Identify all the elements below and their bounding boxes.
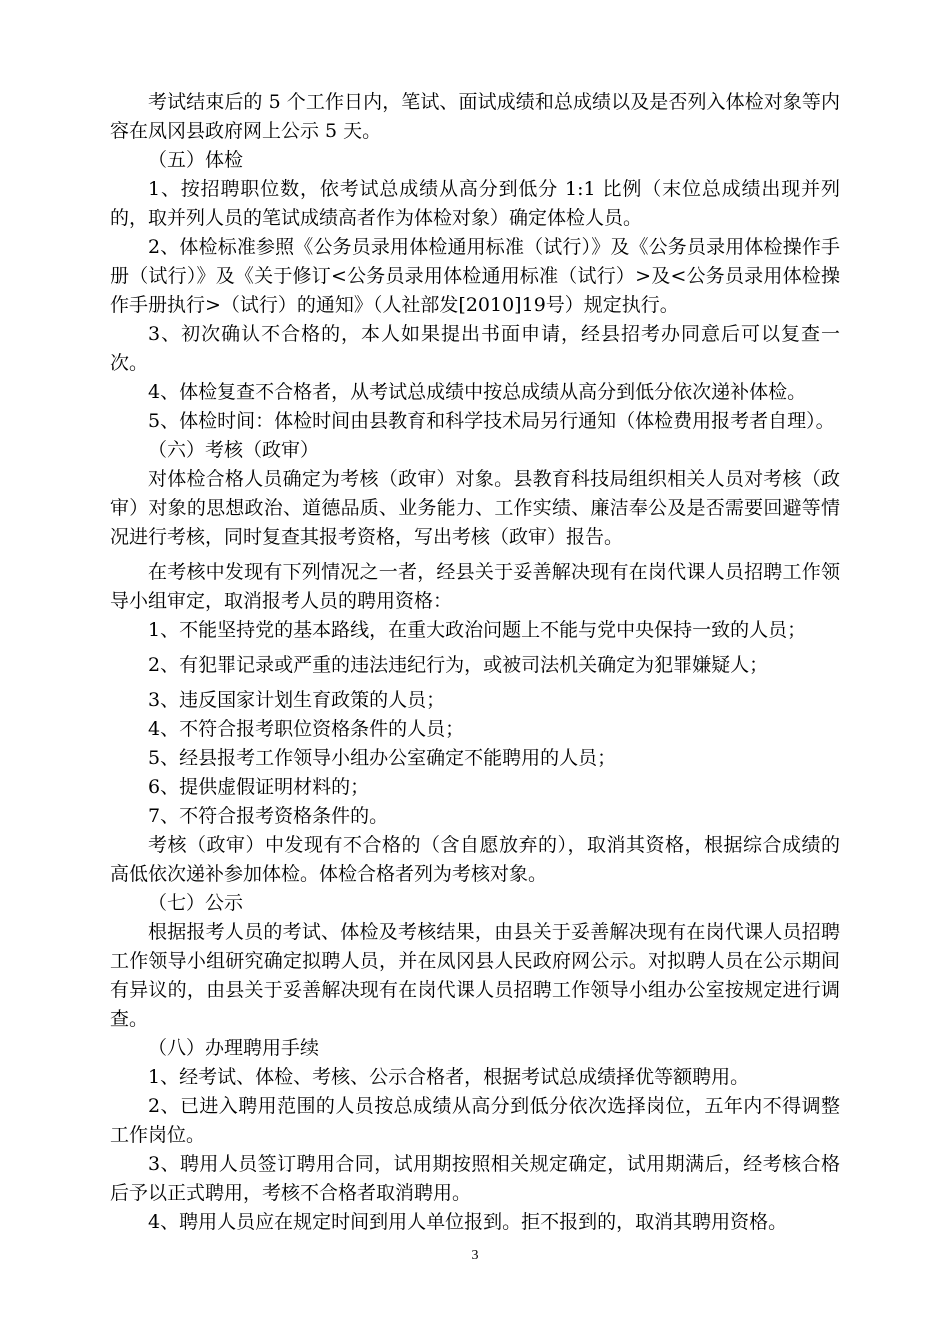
paragraph-physical-exam-3: 3、初次确认不合格的，本人如果提出书面申请，经县招考办同意后可以复查一次。 [110,323,840,374]
list-item-disqualification-4: 4、不符合报考职位资格条件的人员； [148,718,465,740]
paragraph-assessment-replacement: 考核（政审）中发现有不合格的（含自愿放弃的），取消其资格，根据综合成绩的高低依次递补参加体检。体检合格者列为考核对象。 [110,834,840,885]
paragraph-exam-result-notice: 考试结束后的 5 个工作日内，笔试、面试成绩和总成绩以及是否列入体检对象等内容在凤冈县政府网上公示 5 天。 [110,91,840,142]
section-heading-hiring-procedure: （八）办理聘用手续 [148,1037,320,1059]
paragraph-hiring-3: 3、聘用人员签订聘用合同，试用期按照相关规定确定，试用期满后，经考核合格后予以正式聘用，考核不合格者取消聘用。 [110,1153,840,1204]
paragraph-hiring-1: 1、经考试、体检、考核、公示合格者，根据考试总成绩择优等额聘用。 [148,1066,750,1088]
list-item-disqualification-7: 7、不符合报考资格条件的。 [148,805,389,827]
paragraph-hiring-4: 4、聘用人员应在规定时间到用人单位报到。拒不报到的，取消其聘用资格。 [148,1211,788,1233]
section-heading-assessment: （六）考核（政审） [148,439,320,461]
paragraph-physical-exam-1: 1、按招聘职位数，依考试总成绩从高分到低分 1:1 比例（末位总成绩出现并列的，取并列人员的笔试成绩高者作为体检对象）确定体检人员。 [110,178,840,229]
list-item-disqualification-3: 3、违反国家计划生育政策的人员； [148,689,446,711]
list-item-disqualification-5: 5、经县报考工作领导小组办公室确定不能聘用的人员； [148,747,617,769]
page-number: 3 [471,1248,479,1263]
paragraph-physical-exam-2: 2、体检标准参照《公务员录用体检通用标准（试行）》及《公务员录用体检操作手册（试行）》及《关于修订<公务员录用体检通用标准（试行）>及<公务员录用体检操作手册执行>（试行）的通知》（人社部发[2010]19号）规定执行。 [110,236,840,316]
paragraph-disqualification-intro: 在考核中发现有下列情况之一者，经县关于妥善解决现有在岗代课人员招聘工作领导小组审定，取消报考人员的聘用资格： [110,561,840,612]
section-heading-publicity: （七）公示 [148,892,244,914]
paragraph-hiring-2: 2、已进入聘用范围的人员按总成绩从高分到低分依次选择岗位，五年内不得调整工作岗位。 [110,1095,840,1146]
list-item-disqualification-1: 1、不能坚持党的基本路线，在重大政治问题上不能与党中央保持一致的人员； [148,619,807,641]
paragraph-assessment-intro: 对体检合格人员确定为考核（政审）对象。县教育科技局组织相关人员对考核（政审）对象的思想政治、道德品质、业务能力、工作实绩、廉洁奉公及是否需要回避等情况进行考核，同时复查其报考资格，写出考核（政审）报告。 [110,468,840,548]
list-item-disqualification-2: 2、有犯罪记录或严重的违法违纪行为，或被司法机关确定为犯罪嫌疑人； [148,654,769,676]
list-item-disqualification-6: 6、提供虚假证明材料的； [148,776,370,798]
section-heading-physical-exam: （五）体检 [148,149,244,171]
paragraph-publicity: 根据报考人员的考试、体检及考核结果，由县关于妥善解决现有在岗代课人员招聘工作领导小组研究确定拟聘人员，并在凤冈县人民政府网公示。对拟聘人员在公示期间有异议的，由县关于妥善解决现有在岗代课人员招聘工作领导小组办公室按规定进行调查。 [110,921,840,1030]
document-body [110,88,840,1237]
paragraph-physical-exam-5: 5、体检时间：体检时间由县教育和科学技术局另行通知（体检费用报考者自理）。 [148,410,835,432]
paragraph-physical-exam-4: 4、体检复查不合格者，从考试总成绩中按总成绩从高分到低分依次递补体检。 [148,381,807,403]
